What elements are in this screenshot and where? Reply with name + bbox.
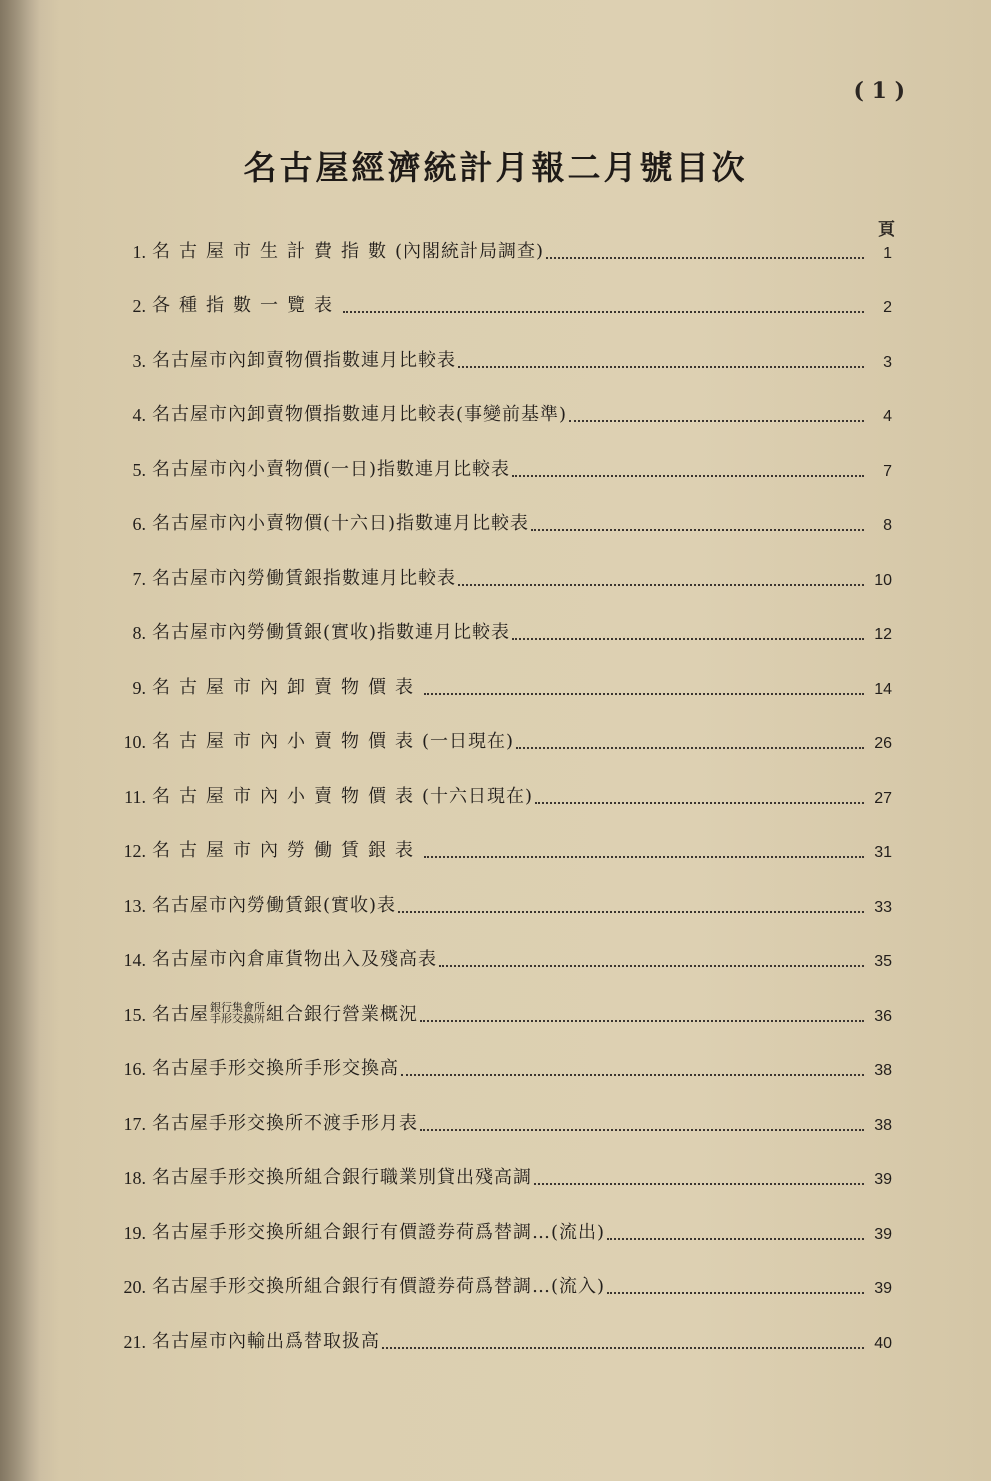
toc-entry-title-text: 名古屋市內輸出爲替取扱高 — [152, 1330, 380, 1352]
stacked-label-bottom: 手形交換所 — [210, 1011, 265, 1025]
toc-entry-title-text: 各種指數一覽表 — [152, 295, 341, 316]
toc-leader-dots — [458, 583, 864, 586]
toc-entry-title-text: 名古屋市內勞働賃銀表 — [152, 840, 422, 861]
toc-entry-page: 8 — [883, 517, 892, 534]
table-of-contents — [100, 218, 892, 1363]
toc-entry — [100, 927, 892, 982]
toc-entry-title-note: (事變前基準) — [456, 404, 568, 425]
toc-entry-page: 36 — [874, 1007, 892, 1025]
toc-entry-page: 7 — [883, 462, 892, 480]
toc-entry-page: 40 — [874, 1334, 892, 1352]
toc-leader-dots — [343, 310, 864, 313]
toc-entry-number: 13. — [123, 895, 146, 916]
toc-entry-page: 1 — [883, 244, 892, 262]
toc-entry-title — [152, 400, 567, 436]
toc-entry — [100, 1199, 892, 1254]
toc-entry-page: 33 — [874, 898, 892, 916]
toc-entry-page: 35 — [874, 953, 892, 970]
toc-entry-title-note: (流出) — [551, 1221, 606, 1243]
toc-entry-title-text: 名古屋市內小賣物價(十六日)指數連月比較表 — [152, 513, 530, 534]
toc-entry-number: 15. — [123, 1004, 146, 1025]
toc-entry-number: 21. — [123, 1331, 146, 1352]
toc-entry — [100, 1090, 892, 1145]
toc-entry-title — [152, 455, 510, 491]
toc-entry — [100, 1254, 892, 1309]
toc-entry-page: 4 — [883, 408, 892, 425]
toc-entry-title-text: 名古屋市內倉庫貨物出入及殘高表 — [152, 949, 437, 970]
toc-entry-number: 11. — [124, 786, 146, 807]
toc-entry-number: 2. — [132, 296, 146, 316]
toc-entry — [100, 327, 892, 382]
toc-entry-title — [152, 673, 422, 709]
toc-entry — [100, 218, 892, 273]
toc-entry-page: 31 — [874, 844, 892, 861]
toc-entry-title-text: 名古屋市內勞働賃銀指數連月比較表 — [152, 567, 456, 589]
toc-leader-dots — [439, 964, 864, 967]
toc-leader-dots — [382, 1346, 864, 1349]
toc-entry-title-text: 名古屋手形交換所不渡手形月表 — [152, 1112, 418, 1134]
toc-entry-number: 14. — [123, 950, 146, 970]
page-number: ( 1 ) — [853, 78, 905, 104]
toc-leader-dots — [424, 855, 864, 858]
toc-entry-title-text: 名古屋市生計費指數 — [152, 240, 395, 262]
toc-leader-dots — [607, 1237, 864, 1240]
toc-entry — [100, 382, 892, 437]
toc-entry — [100, 763, 892, 818]
toc-entry-title — [152, 1109, 418, 1145]
toc-entry-number: 18. — [123, 1168, 146, 1188]
toc-entry-title — [152, 237, 544, 273]
toc-entry-page: 12 — [874, 626, 892, 643]
toc-entry-title-text: 名古屋市內小賣物價表 — [152, 731, 422, 752]
toc-entry-page: 38 — [874, 1062, 892, 1079]
toc-entry-title — [152, 1218, 605, 1254]
toc-entry-title — [152, 509, 529, 545]
toc-leader-dots — [607, 1291, 864, 1294]
toc-entry — [100, 491, 892, 546]
toc-entry-title-text: 名古屋手形交換所組合銀行有價證券荷爲替調… — [152, 1276, 551, 1297]
toc-entry-page: 38 — [874, 1116, 892, 1134]
toc-entry-title-note: (一日現在) — [422, 731, 515, 752]
toc-leader-dots — [569, 419, 864, 422]
toc-leader-dots — [535, 801, 864, 804]
page-title: 名古屋經濟統計月報二月號目次 — [243, 148, 748, 187]
toc-entry-title — [152, 1272, 605, 1308]
toc-entry-number: 17. — [123, 1113, 146, 1134]
toc-entry-stacked-label — [210, 1002, 265, 1024]
toc-entry-title — [152, 1163, 532, 1199]
toc-entry — [100, 1145, 892, 1200]
toc-entry-title — [152, 836, 422, 872]
toc-entry-number: 10. — [123, 732, 146, 752]
toc-entry-title-text: 名古屋市內卸賣物價指數連月比較表 — [152, 404, 456, 425]
toc-entry — [100, 1036, 892, 1091]
toc-entry-page: 27 — [874, 789, 892, 807]
toc-leader-dots — [398, 910, 864, 913]
toc-entry-number: 3. — [132, 350, 146, 371]
toc-entry — [100, 1308, 892, 1363]
toc-entry — [100, 654, 892, 709]
toc-entry-title — [152, 564, 456, 600]
toc-leader-dots — [401, 1073, 864, 1076]
toc-entry-title-text: 名古屋手形交換所組合銀行職業別貸出殘高調 — [152, 1167, 532, 1188]
binding-shadow — [0, 0, 40, 1481]
toc-entry-page: 10 — [874, 571, 892, 589]
toc-leader-dots — [512, 637, 864, 640]
toc-entry-title — [152, 727, 514, 763]
toc-entry-title-text: 名古屋市內小賣物價表 — [152, 785, 422, 807]
stacked-label-top: 銀行集會所 — [210, 1000, 265, 1014]
toc-entry-title — [152, 346, 456, 382]
toc-entry — [100, 981, 892, 1036]
toc-entry-title — [152, 1054, 399, 1090]
toc-entry-title-text: 名古屋手形交換所組合銀行有價證券荷爲替調… — [152, 1221, 551, 1243]
toc-entry-title — [152, 782, 533, 818]
toc-entry-title — [152, 291, 341, 327]
toc-leader-dots — [420, 1128, 864, 1131]
toc-leader-dots — [424, 692, 864, 695]
toc-entry-number: 9. — [132, 677, 146, 698]
toc-entry-number: 19. — [123, 1222, 146, 1243]
toc-entry-page: 39 — [874, 1225, 892, 1243]
toc-leader-dots — [512, 474, 864, 477]
toc-entry-title — [152, 891, 396, 927]
toc-entry — [100, 818, 892, 873]
toc-entry — [100, 545, 892, 600]
toc-leader-dots — [420, 1019, 864, 1022]
toc-entry-title-note: (內閣統計局調查) — [395, 240, 545, 262]
toc-entry-number: 16. — [123, 1059, 146, 1079]
toc-entry-title-text: 名古屋市內勞働賃銀(實收)表 — [152, 894, 397, 916]
toc-leader-dots — [546, 256, 864, 259]
toc-entry-number: 7. — [132, 568, 146, 589]
toc-entry-page: 2 — [883, 299, 892, 316]
toc-entry-title-text: 名古屋 — [152, 1003, 209, 1025]
toc-entry-title-text: 名古屋市內卸賣物價表 — [152, 676, 422, 698]
toc-entry-page: 3 — [883, 353, 892, 371]
toc-entry — [100, 600, 892, 655]
toc-leader-dots — [458, 365, 864, 368]
toc-entry-title-text: 名古屋市內小賣物價(一日)指數連月比較表 — [152, 458, 511, 480]
toc-entry-number: 12. — [123, 841, 146, 861]
toc-entry-title — [152, 1327, 380, 1363]
toc-entry-number: 1. — [132, 241, 146, 262]
toc-leader-dots — [534, 1182, 864, 1185]
toc-entry-number: 5. — [132, 459, 146, 480]
toc-entry-title-note: (十六日現在) — [422, 785, 534, 807]
toc-leader-dots — [516, 746, 864, 749]
toc-entry-number: 20. — [123, 1277, 146, 1297]
toc-entry-title — [152, 945, 437, 981]
toc-entry-title-text: 名古屋市內勞働賃銀(實收)指數連月比較表 — [152, 622, 511, 643]
page-column-label: 頁 — [878, 220, 895, 240]
toc-entry-title-tail: 組合銀行營業概況 — [266, 1003, 418, 1025]
toc-entry-page: 39 — [874, 1171, 892, 1188]
toc-entry-title-text: 名古屋市內卸賣物價指數連月比較表 — [152, 349, 456, 371]
toc-entry-title-note: (流入) — [551, 1276, 606, 1297]
toc-entry-number: 6. — [132, 514, 146, 534]
toc-entry-title — [152, 1000, 418, 1036]
toc-entry-page: 14 — [874, 680, 892, 698]
toc-entry-title — [152, 618, 510, 654]
toc-entry-number: 8. — [132, 623, 146, 643]
toc-entry-title-text: 名古屋手形交換所手形交換高 — [152, 1058, 399, 1079]
toc-entry — [100, 273, 892, 328]
toc-leader-dots — [531, 528, 864, 531]
toc-entry — [100, 872, 892, 927]
toc-entry-number: 4. — [132, 405, 146, 425]
toc-entry-page: 26 — [874, 735, 892, 752]
toc-entry-page: 39 — [874, 1280, 892, 1297]
toc-entry — [100, 436, 892, 491]
toc-entry — [100, 709, 892, 764]
